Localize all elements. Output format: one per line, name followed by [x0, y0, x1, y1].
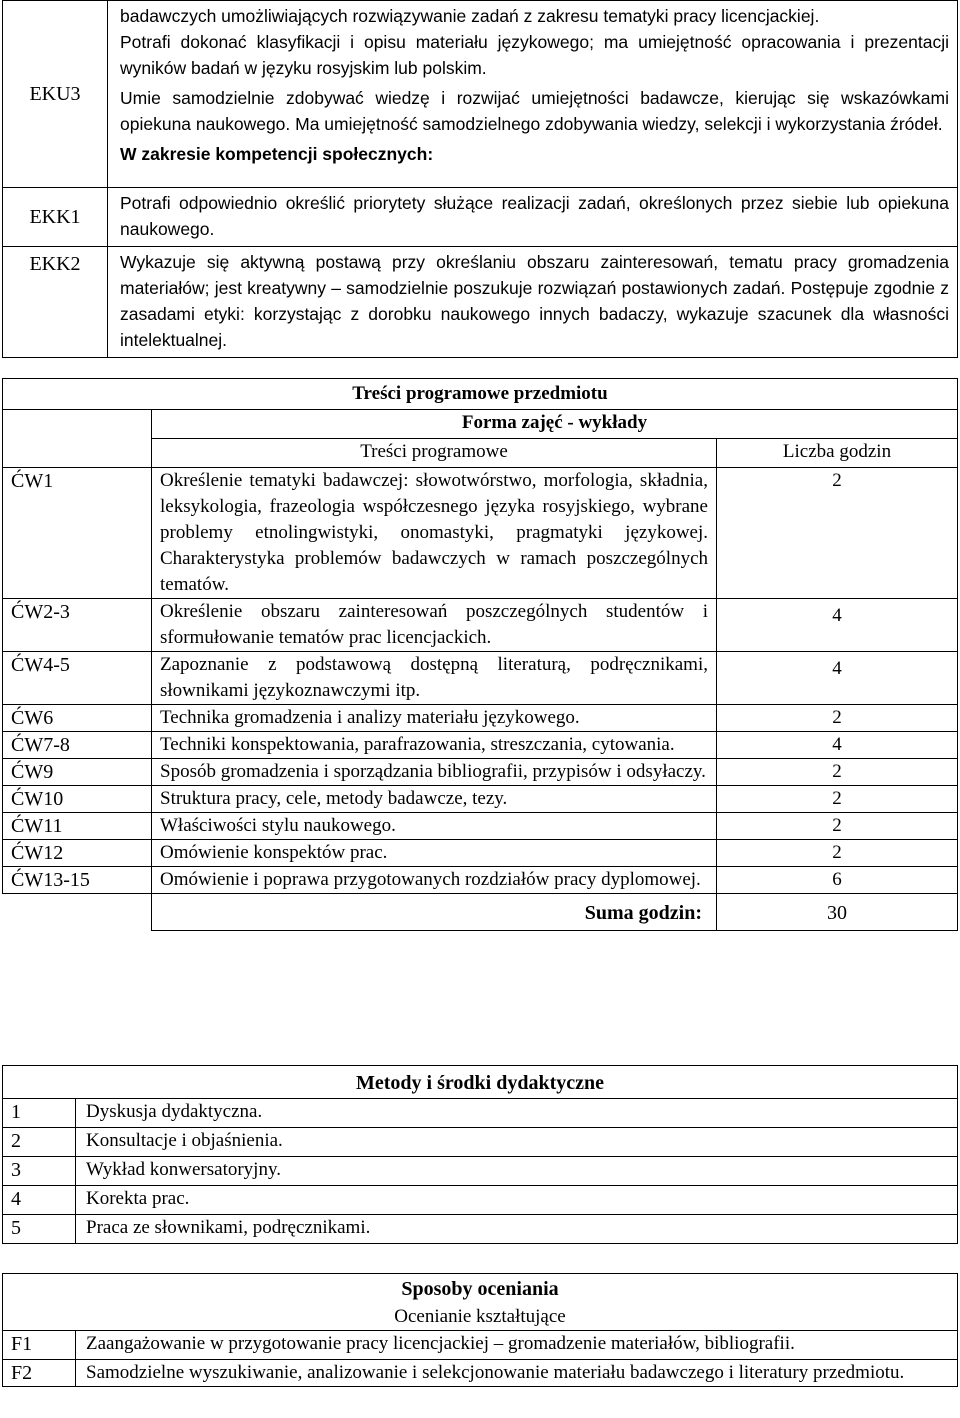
table-row [3, 1331, 958, 1360]
outcome-code-label: EKK1 [29, 206, 81, 228]
table-row [3, 1215, 958, 1244]
column-header-content: Treści programowe [152, 439, 717, 468]
assessment-text: Zaangażowanie w przygotowanie pracy licencjackiej – gromadzenie materiałów, bibliografii. [76, 1331, 958, 1360]
class-content: Sposób gromadzenia i sporządzania bibliografii, przypisów i odsyłaczy. [152, 759, 717, 786]
class-content: Określenie tematyki badawczej: słowotwórstwo, morfologia, składnia, leksykologia, frazeologia współczesnego języka rosyjskiego, wybrane problemy etnolingwistyki, onomastyki, pragmatyki językowej. Charakterystyka problemów badawczych w ramach poszczególnych tematów. [152, 468, 717, 599]
class-hours: 4 [717, 599, 958, 652]
method-text: Wykład konwersatoryjny. [76, 1157, 958, 1186]
empty-cell [3, 894, 152, 931]
class-content: Właściwości stylu naukowego. [152, 813, 717, 840]
class-hours: 4 [717, 732, 958, 759]
program-form: Forma zajęć - wykłady [152, 410, 958, 439]
class-hours: 2 [717, 468, 958, 599]
table-row [3, 759, 958, 786]
program-content-table [2, 378, 958, 931]
outcome-code [3, 188, 108, 247]
class-code: ĆW11 [3, 813, 152, 840]
table-row [3, 1157, 958, 1186]
sum-label: Suma godzin: [152, 894, 717, 931]
table-row [3, 813, 958, 840]
empty-cell [3, 410, 152, 439]
table-row [3, 652, 958, 705]
class-content: Omówienie konspektów prac. [152, 840, 717, 867]
outcome-text: Wykazuje się aktywną postawą przy określaniu obszaru zainteresowań, tematu pracy gromadzenia materiałów; jest kreatywny – samodzielnie poszukuje rozwiązań postawionych zadań. Postępuje zgodnie z zasadami etyki: korzystając z dorobku naukowego innych badaczy, wykazuje szacunek dla własności intelektualnej. [108, 247, 958, 358]
class-code: ĆW4-5 [3, 652, 152, 705]
method-text: Konsultacje i objaśnienia. [76, 1128, 958, 1157]
table-row [3, 1066, 958, 1099]
class-code: ĆW13-15 [3, 867, 152, 894]
method-number: 5 [3, 1215, 76, 1244]
learning-outcomes-table [2, 0, 958, 358]
outcome-code-label: EKU3 [29, 83, 81, 105]
column-header-hours: Liczba godzin [717, 439, 958, 468]
assessment-table [2, 1273, 958, 1387]
outcome-text: Potrafi dokonać klasyfikacji i opisu materiału językowego; ma umiejętność opracowania i prezentacji wyników badań w języku rosyjskim lub polskim. [120, 32, 949, 78]
class-code: ĆW1 [3, 468, 152, 599]
section-heading: W zakresie kompetencji społecznych: [120, 144, 434, 164]
class-hours: 2 [717, 786, 958, 813]
table-row [3, 247, 958, 358]
table-row [3, 439, 958, 468]
outcome-code [3, 247, 108, 358]
outcome-code [3, 1, 108, 188]
methods-table [2, 1065, 958, 1244]
table-row [3, 1, 958, 188]
class-content: Techniki konspektowania, parafrazowania, streszczania, cytowania. [152, 732, 717, 759]
class-content: Określenie obszaru zainteresowań poszczególnych studentów i sformułowanie tematów prac licencjackich. [152, 599, 717, 652]
class-hours: 2 [717, 705, 958, 732]
table-row [3, 705, 958, 732]
method-text: Dyskusja dydaktyczna. [76, 1099, 958, 1128]
table-row [3, 1360, 958, 1387]
class-hours: 4 [717, 652, 958, 705]
method-number: 1 [3, 1099, 76, 1128]
class-code: ĆW10 [3, 786, 152, 813]
assessment-code: F2 [3, 1360, 76, 1387]
assessment-subtitle: Ocenianie kształtujące [394, 1306, 566, 1327]
empty-cell [3, 439, 152, 468]
table-row [3, 840, 958, 867]
class-code: ĆW2-3 [3, 599, 152, 652]
methods-title: Metody i środki dydaktyczne [3, 1066, 958, 1099]
class-code: ĆW9 [3, 759, 152, 786]
class-content: Zapoznanie z podstawową dostępną literaturą, podręcznikami, słownikami językoznawczymi itp. [152, 652, 717, 705]
class-hours: 2 [717, 759, 958, 786]
outcome-text: Potrafi odpowiednio określić priorytety służące realizacji zadań, określonych przez siebie lub opiekuna naukowego. [108, 188, 958, 247]
class-code: ĆW12 [3, 840, 152, 867]
table-row [3, 786, 958, 813]
table-row [3, 599, 958, 652]
table-row [3, 732, 958, 759]
method-number: 3 [3, 1157, 76, 1186]
table-row [3, 410, 958, 439]
table-row [3, 188, 958, 247]
class-content: Struktura pracy, cele, metody badawcze, tezy. [152, 786, 717, 813]
class-code: ĆW7-8 [3, 732, 152, 759]
table-row [3, 379, 958, 410]
class-code: ĆW6 [3, 705, 152, 732]
class-hours: 2 [717, 813, 958, 840]
table-row [3, 867, 958, 894]
class-content: Omówienie i poprawa przygotowanych rozdziałów pracy dyplomowej. [152, 867, 717, 894]
class-content: Technika gromadzenia i analizy materiału językowego. [152, 705, 717, 732]
class-hours: 6 [717, 867, 958, 894]
outcome-text: badawczych umożliwiających rozwiązywanie zadań z zakresu tematyki pracy licencjackiej. [120, 6, 820, 26]
table-row [3, 468, 958, 599]
assessment-title: Sposoby oceniania [401, 1278, 559, 1300]
outcome-code-label: EKK2 [29, 253, 81, 275]
outcome-text-cell [108, 1, 958, 188]
table-row [3, 894, 958, 931]
program-title: Treści programowe przedmiotu [3, 379, 958, 410]
method-text: Praca ze słownikami, podręcznikami. [76, 1215, 958, 1244]
table-row [3, 1099, 958, 1128]
class-hours: 2 [717, 840, 958, 867]
method-number: 4 [3, 1186, 76, 1215]
table-row [3, 1186, 958, 1215]
assessment-text: Samodzielne wyszukiwanie, analizowanie i selekcjonowanie materiału badawczego i literatury przedmiotu. [76, 1360, 958, 1387]
outcome-text: Umie samodzielnie zdobywać wiedzę i rozwijać umiejętności badawcze, kierując się wskazówkami opiekuna naukowego. Ma umiejętność samodzielnego zdobywania wiedzy, selekcji i wykorzystania źródeł. [120, 88, 949, 134]
assessment-header [3, 1274, 958, 1331]
table-row [3, 1128, 958, 1157]
method-text: Korekta prac. [76, 1186, 958, 1215]
sum-value: 30 [717, 894, 958, 931]
method-number: 2 [3, 1128, 76, 1157]
assessment-code: F1 [3, 1331, 76, 1360]
table-row [3, 1274, 958, 1331]
